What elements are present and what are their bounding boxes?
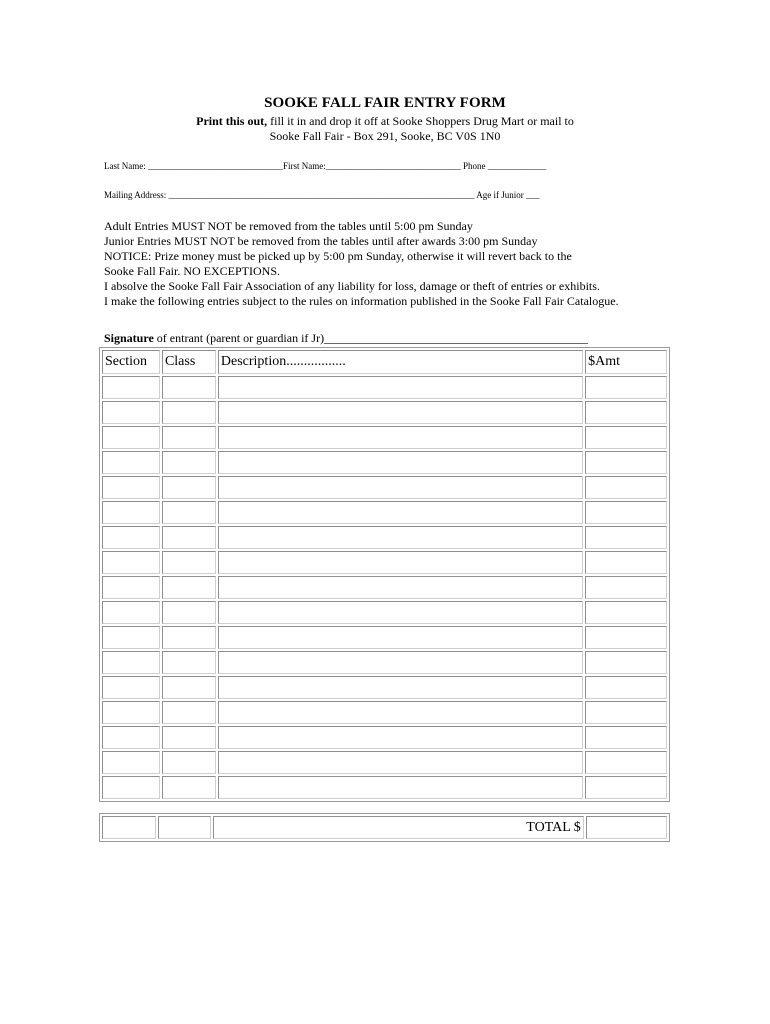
class-cell[interactable] bbox=[162, 601, 216, 624]
description-cell[interactable] bbox=[218, 576, 583, 599]
total-label: TOTAL $ bbox=[213, 816, 584, 839]
description-cell[interactable] bbox=[218, 526, 583, 549]
table-row bbox=[102, 626, 667, 649]
amount-cell[interactable] bbox=[585, 401, 667, 424]
form-title: SOOKE FALL FAIR ENTRY FORM bbox=[264, 95, 506, 111]
amount-cell[interactable] bbox=[585, 701, 667, 724]
section-cell[interactable] bbox=[102, 476, 160, 499]
description-cell[interactable] bbox=[218, 701, 583, 724]
section-cell[interactable] bbox=[102, 726, 160, 749]
section-cell[interactable] bbox=[102, 651, 160, 674]
class-cell[interactable] bbox=[162, 776, 216, 799]
instructions-bold: Print this out, bbox=[196, 114, 268, 128]
notice-line: Adult Entries MUST NOT be removed from the tables until 5:00 pm Sunday bbox=[104, 219, 473, 233]
table-row bbox=[102, 576, 667, 599]
description-cell[interactable] bbox=[218, 501, 583, 524]
amount-cell[interactable] bbox=[585, 501, 667, 524]
amount-cell[interactable] bbox=[585, 376, 667, 399]
section-cell[interactable] bbox=[102, 526, 160, 549]
notice-line: NOTICE: Prize money must be picked up by 5:00 pm Sunday, otherwise it will revert back to the bbox=[104, 249, 572, 263]
description-cell[interactable] bbox=[218, 426, 583, 449]
class-cell[interactable] bbox=[162, 401, 216, 424]
description-cell[interactable] bbox=[218, 551, 583, 574]
amount-cell[interactable] bbox=[585, 726, 667, 749]
table-row bbox=[102, 426, 667, 449]
section-cell[interactable] bbox=[102, 426, 160, 449]
signature-label-bold: Signature bbox=[104, 331, 154, 345]
notice-line: I make the following entries subject to the rules on information published in the Sooke Fall Fair Catalogue. bbox=[104, 294, 619, 308]
description-cell[interactable] bbox=[218, 676, 583, 699]
table-row bbox=[102, 726, 667, 749]
class-cell[interactable] bbox=[162, 551, 216, 574]
class-cell[interactable] bbox=[162, 751, 216, 774]
total-row bbox=[102, 816, 667, 839]
description-cell[interactable] bbox=[218, 651, 583, 674]
form-instructions bbox=[0, 114, 770, 129]
table-row bbox=[102, 476, 667, 499]
class-cell[interactable] bbox=[162, 526, 216, 549]
header-amount: $Amt bbox=[585, 350, 667, 374]
section-cell[interactable] bbox=[102, 501, 160, 524]
amount-cell[interactable] bbox=[585, 776, 667, 799]
table-row bbox=[102, 676, 667, 699]
notice-line: Sooke Fall Fair. NO EXCEPTIONS. bbox=[104, 264, 281, 278]
table-row bbox=[102, 601, 667, 624]
class-cell[interactable] bbox=[162, 626, 216, 649]
amount-cell[interactable] bbox=[585, 426, 667, 449]
notice-line: I absolve the Sooke Fall Fair Association of any liability for loss, damage or theft of entries or exhibits. bbox=[104, 279, 600, 293]
class-cell[interactable] bbox=[162, 651, 216, 674]
total-amount-cell[interactable] bbox=[586, 816, 667, 839]
table-header-row bbox=[102, 350, 667, 374]
amount-cell[interactable] bbox=[585, 526, 667, 549]
table-row bbox=[102, 651, 667, 674]
total-section-cell[interactable] bbox=[102, 816, 156, 839]
table-row bbox=[102, 501, 667, 524]
description-cell[interactable] bbox=[218, 451, 583, 474]
table-row bbox=[102, 551, 667, 574]
amount-cell[interactable] bbox=[585, 576, 667, 599]
section-cell[interactable] bbox=[102, 601, 160, 624]
description-cell[interactable] bbox=[218, 401, 583, 424]
description-cell[interactable] bbox=[218, 751, 583, 774]
header-description: Description................. bbox=[218, 350, 583, 374]
class-cell[interactable] bbox=[162, 726, 216, 749]
entries-table bbox=[99, 347, 670, 802]
section-cell[interactable] bbox=[102, 676, 160, 699]
description-cell[interactable] bbox=[218, 601, 583, 624]
description-cell[interactable] bbox=[218, 726, 583, 749]
amount-cell[interactable] bbox=[585, 651, 667, 674]
signature-line[interactable] bbox=[104, 331, 588, 346]
description-cell[interactable] bbox=[218, 626, 583, 649]
description-cell[interactable] bbox=[218, 376, 583, 399]
class-cell[interactable] bbox=[162, 576, 216, 599]
description-cell[interactable] bbox=[218, 476, 583, 499]
class-cell[interactable] bbox=[162, 476, 216, 499]
table-row bbox=[102, 376, 667, 399]
class-cell[interactable] bbox=[162, 376, 216, 399]
class-cell[interactable] bbox=[162, 676, 216, 699]
total-table bbox=[99, 813, 670, 842]
table-row bbox=[102, 451, 667, 474]
table-row bbox=[102, 776, 667, 799]
section-cell[interactable] bbox=[102, 376, 160, 399]
form-address: Sooke Fall Fair - Box 291, Sooke, BC V0S 1N0 bbox=[269, 129, 501, 143]
amount-cell[interactable] bbox=[585, 751, 667, 774]
amount-cell[interactable] bbox=[585, 451, 667, 474]
section-cell[interactable] bbox=[102, 751, 160, 774]
amount-cell[interactable] bbox=[585, 626, 667, 649]
amount-cell[interactable] bbox=[585, 551, 667, 574]
section-cell[interactable] bbox=[102, 401, 160, 424]
amount-cell[interactable] bbox=[585, 676, 667, 699]
section-cell[interactable] bbox=[102, 626, 160, 649]
name-phone-fields[interactable]: Last Name: ______________________________First Name:______________________________ Phone _____________ bbox=[104, 161, 547, 171]
section-cell[interactable] bbox=[102, 701, 160, 724]
description-cell[interactable] bbox=[218, 776, 583, 799]
class-cell[interactable] bbox=[162, 701, 216, 724]
amount-cell[interactable] bbox=[585, 601, 667, 624]
table-row bbox=[102, 401, 667, 424]
amount-cell[interactable] bbox=[585, 476, 667, 499]
section-cell[interactable] bbox=[102, 576, 160, 599]
class-cell[interactable] bbox=[162, 451, 216, 474]
table-row bbox=[102, 701, 667, 724]
section-cell[interactable] bbox=[102, 776, 160, 799]
signature-label-rest: of entrant (parent or guardian if Jr)____________________________________________ bbox=[153, 331, 589, 345]
notices-block bbox=[104, 219, 664, 309]
table-row bbox=[102, 751, 667, 774]
table-row bbox=[102, 526, 667, 549]
header-section: Section bbox=[102, 350, 160, 374]
instructions-rest: fill it in and drop it off at Sooke Shoppers Drug Mart or mail to bbox=[267, 114, 574, 128]
address-age-fields[interactable]: Mailing Address: ____________________________________________________________________ Age if Junior ___ bbox=[104, 190, 540, 200]
section-cell[interactable] bbox=[102, 551, 160, 574]
class-cell[interactable] bbox=[162, 426, 216, 449]
header-class: Class bbox=[162, 350, 216, 374]
section-cell[interactable] bbox=[102, 451, 160, 474]
notice-line: Junior Entries MUST NOT be removed from the tables until after awards 3:00 pm Sunday bbox=[104, 234, 538, 248]
class-cell[interactable] bbox=[162, 501, 216, 524]
total-class-cell[interactable] bbox=[158, 816, 212, 839]
